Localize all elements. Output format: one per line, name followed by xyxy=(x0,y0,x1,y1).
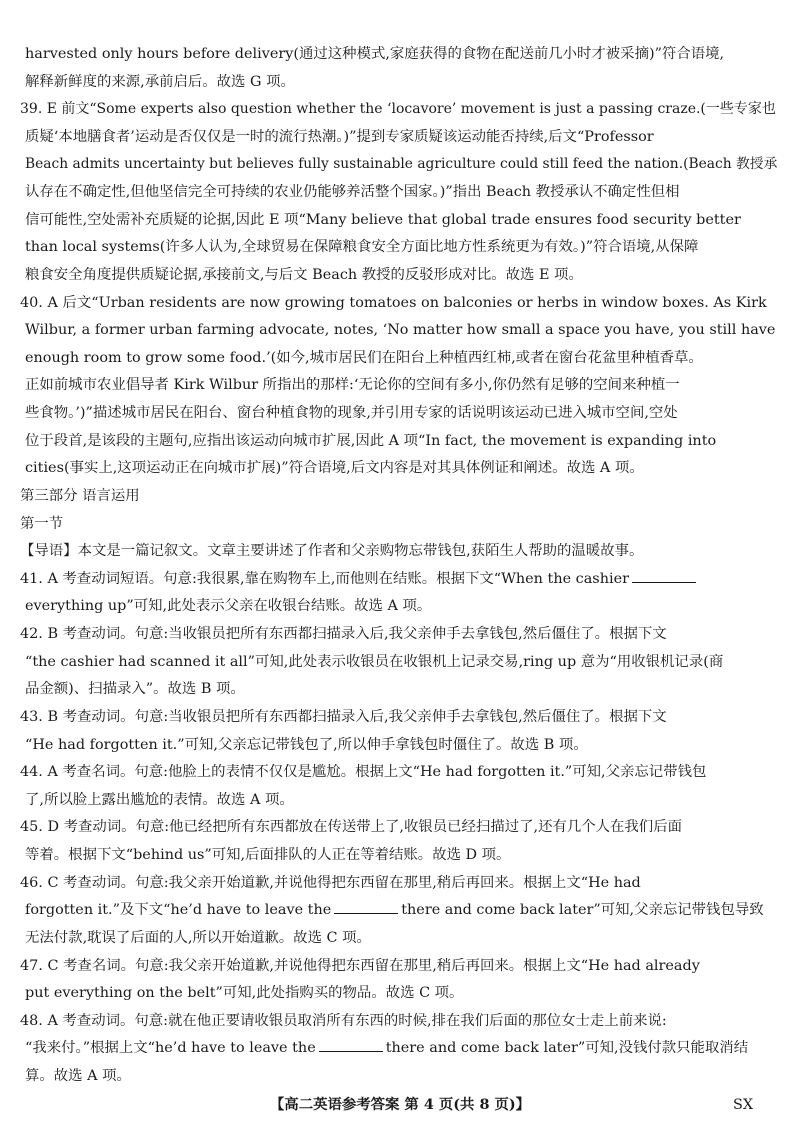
text-line xyxy=(25,182,680,202)
line-text: Wilbur, a former urban farming advocate, notes, ‘No matter how small a space you have, you still have xyxy=(25,322,776,338)
line-text: 质疑‘本地膳食者’运动是否仅仅是一时的流行热潮。)”提到专家质疑该运动能否持续,后文“Professor xyxy=(25,129,654,145)
text-line xyxy=(25,928,371,948)
text-line xyxy=(25,265,583,285)
text-line xyxy=(25,983,463,1003)
text-line xyxy=(25,348,703,368)
page-footer: 【高二英语参考答案 第 4 页(共 8 页)】 xyxy=(269,1096,531,1113)
line-text: 粮食安全角度提供质疑论据,承接前文,与后文 Beach 教授的反驳形成对比。故选 E 项。 xyxy=(25,267,583,283)
line-text: 品金额)、扫描录入”。故选 B 项。 xyxy=(25,681,245,697)
line-text: than local systems(许多人认为,全球贸易在保障粮食安全方面比地方性系统更为有效。)”符合语境,从保障 xyxy=(25,239,699,255)
line-text: 48. A 考查动词。句意:就在他正要请收银员取消所有东西的时候,排在我们后面的那位女士走上前来说: xyxy=(20,1013,667,1029)
answer-blank xyxy=(334,901,398,914)
line-text: 46. C 考查动词。句意:我父亲开始道歉,并说他得把东西留在那里,稍后再回来。根据上文“He had xyxy=(20,875,641,891)
line-text: 42. B 考查动词。句意:当收银员把所有东西都扫描录入后,我父亲伸手去拿钱包,然后僵住了。根据下文 xyxy=(20,626,667,642)
line-text: 等着。根据下文“behind us”可知,后面排队的人正在等着结账。故选 D 项。 xyxy=(25,847,511,863)
line-text: 第一节 xyxy=(20,516,64,532)
text-line xyxy=(20,514,63,534)
line-text: 39. E 前文“Some experts also question whether the ‘locavore’ movement is just a passing craze.(一些专家也 xyxy=(20,101,776,117)
line-text: 40. A 后文“Urban residents are now growing tomatoes on balconies or herbs in window boxes. As Kirk xyxy=(20,295,767,311)
text-line xyxy=(25,900,764,920)
text-line xyxy=(25,652,723,672)
line-text: 解释新鲜度的来源,承前启后。故选 G 项。 xyxy=(25,74,295,90)
line-text: 【导语】本文是一篇记叙文。文章主要讲述了作者和父亲购物忘带钱包,获陌生人帮助的温暖故事。 xyxy=(20,543,644,559)
text-line xyxy=(25,154,777,174)
line-text: 47. C 考查名词。句意:我父亲开始道歉,并说他得把东西留在那里,稍后再回来。根据上文“He had already xyxy=(20,958,700,974)
text-line xyxy=(20,1011,667,1031)
line-text: Beach admits uncertainty but believes fully sustainable agriculture could still feed the nation.(Beach 教授承 xyxy=(25,156,778,172)
line-text-continued: there and come back later”可知,没钱付款只能取消结 xyxy=(385,1040,749,1056)
line-text: 些食物。’)”描述城市居民在阳台、窗台种植食物的现象,并引用专家的话说明该运动已进入城市空间,空处 xyxy=(25,405,678,421)
line-text: 位于段首,是该段的主题句,应指出该运动向城市扩展,因此 A 项“In fact, the movement is expanding into xyxy=(25,433,717,449)
line-text: enough room to grow some food.’(如今,城市居民们在阳台上种植西红柿,或者在窗台花盆里种植香草。 xyxy=(25,350,703,366)
text-line xyxy=(25,403,678,423)
line-text: 43. B 考查动词。句意:当收银员把所有东西都扫描录入后,我父亲伸手去拿钱包,然后僵住了。根据下文 xyxy=(20,709,667,725)
line-text: forgotten it.”及下文“he’d have to leave the xyxy=(25,902,332,918)
line-text: 正如前城市农业倡导者 Kirk Wilbur 所指出的那样:‘无论你的空间有多小,你仍然有足够的空间来种植一 xyxy=(25,377,680,393)
line-text: 了,所以脸上露出尴尬的表情。故选 A 项。 xyxy=(25,792,294,808)
text-line xyxy=(25,44,724,64)
text-line xyxy=(25,1066,131,1086)
line-text: 第三部分 语言运用 xyxy=(20,488,140,504)
line-text: everything up”可知,此处表示父亲在收银台结账。故选 A 项。 xyxy=(25,598,432,614)
text-line xyxy=(25,320,775,340)
text-line xyxy=(25,375,680,395)
line-text: “the cashier had scanned it all”可知,此处表示收银员在收银机上记录交易,ring up 意为“用收银机记录(商 xyxy=(25,654,724,670)
line-text: 认存在不确定性,但他坚信完全可持续的农业仍能够养活整个国家。)”指出 Beach 教授承认不确定性但相 xyxy=(25,184,680,200)
text-line xyxy=(25,237,698,257)
line-text: 45. D 考查动词。句意:他已经把所有东西都放在传送带上了,收银员已经扫描过了,还有几个人在我们后面 xyxy=(20,819,682,835)
text-line xyxy=(20,99,776,119)
text-line xyxy=(20,541,643,561)
text-line xyxy=(25,431,716,451)
line-text: cities(事实上,这项运动正在向城市扩展)”符合语境,后文内容是对其具体例证和阐述。故选 A 项。 xyxy=(25,460,644,476)
text-line xyxy=(25,1038,748,1058)
text-line xyxy=(25,735,588,755)
text-line xyxy=(20,624,667,644)
text-line xyxy=(20,762,706,782)
text-line xyxy=(20,707,667,727)
line-text: 41. A 考查动词短语。句意:我很累,靠在购物车上,而他则在结账。根据下文“When the cashier xyxy=(20,571,629,587)
text-line xyxy=(25,845,510,865)
text-line xyxy=(25,596,431,616)
text-line xyxy=(25,790,294,810)
answer-blank xyxy=(319,1039,383,1052)
text-line xyxy=(25,210,741,230)
line-text: 算。故选 A 项。 xyxy=(25,1068,131,1084)
text-line xyxy=(20,817,682,837)
answer-blank xyxy=(632,570,696,583)
line-text-continued: there and come back later”可知,父亲忘记带钱包导致 xyxy=(401,902,764,918)
text-line xyxy=(20,956,700,976)
text-line xyxy=(25,127,654,147)
line-text: put everything on the belt”可知,此处指购买的物品。故选 C 项。 xyxy=(25,985,464,1001)
line-text: 无法付款,耽误了后面的人,所以开始道歉。故选 C 项。 xyxy=(25,930,371,946)
text-line xyxy=(25,72,295,92)
line-text: “He had forgotten it.”可知,父亲忘记带钱包了,所以伸手拿钱包时僵住了。故选 B 项。 xyxy=(25,737,588,753)
text-line xyxy=(20,873,641,893)
line-text: 信可能性,空处需补充质疑的论据,因此 E 项“Many believe that global trade ensures food security better xyxy=(25,212,741,228)
text-line xyxy=(20,569,699,589)
paper-code: SX xyxy=(733,1097,754,1113)
text-line xyxy=(25,679,245,699)
text-line xyxy=(20,293,767,313)
line-text: “我来付。”根据上文“he’d have to leave the xyxy=(25,1040,316,1056)
line-text: harvested only hours before delivery(通过这种模式,家庭获得的食物在配送前几小时才被采摘)”符合语境, xyxy=(25,46,725,62)
text-line xyxy=(20,486,140,506)
line-text: 44. A 考查名词。句意:他脸上的表情不仅仅是尴尬。根据上文“He had forgotten it.”可知,父亲忘记带钱包 xyxy=(20,764,707,780)
text-line xyxy=(25,458,644,478)
